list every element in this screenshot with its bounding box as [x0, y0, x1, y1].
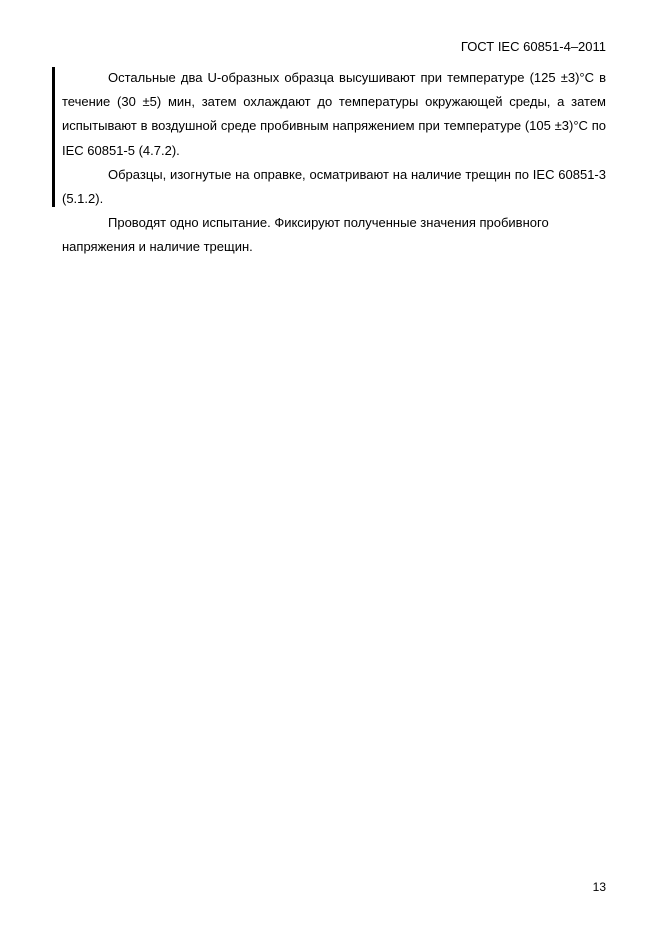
body-text	[62, 66, 606, 260]
paragraph-crack-inspection: Образцы, изогнутые на оправке, осматривают на наличие трещин по IEC 60851-3 (5.1.2).	[62, 166, 606, 207]
document-header: ГОСТ IEC 60851-4–2011	[460, 39, 606, 54]
paragraph-single-test: Проводят одно испытание. Фиксируют полученные значения пробивного напряжения и наличие трещин.	[62, 215, 549, 255]
page-number: 13	[592, 880, 606, 894]
revision-change-bar	[52, 67, 55, 207]
paragraph-drying-test: Остальные два U-образных образца высушивают при температуре (125 ±3)°С в течение (30 ±5) мин, затем охлаждают до температуры окружающей среды, а затем испытывают в воздушной среде пробивным напряжением при температуре (105 ±3)°С по IEC 60851-5 (4.7.2).	[62, 70, 606, 158]
